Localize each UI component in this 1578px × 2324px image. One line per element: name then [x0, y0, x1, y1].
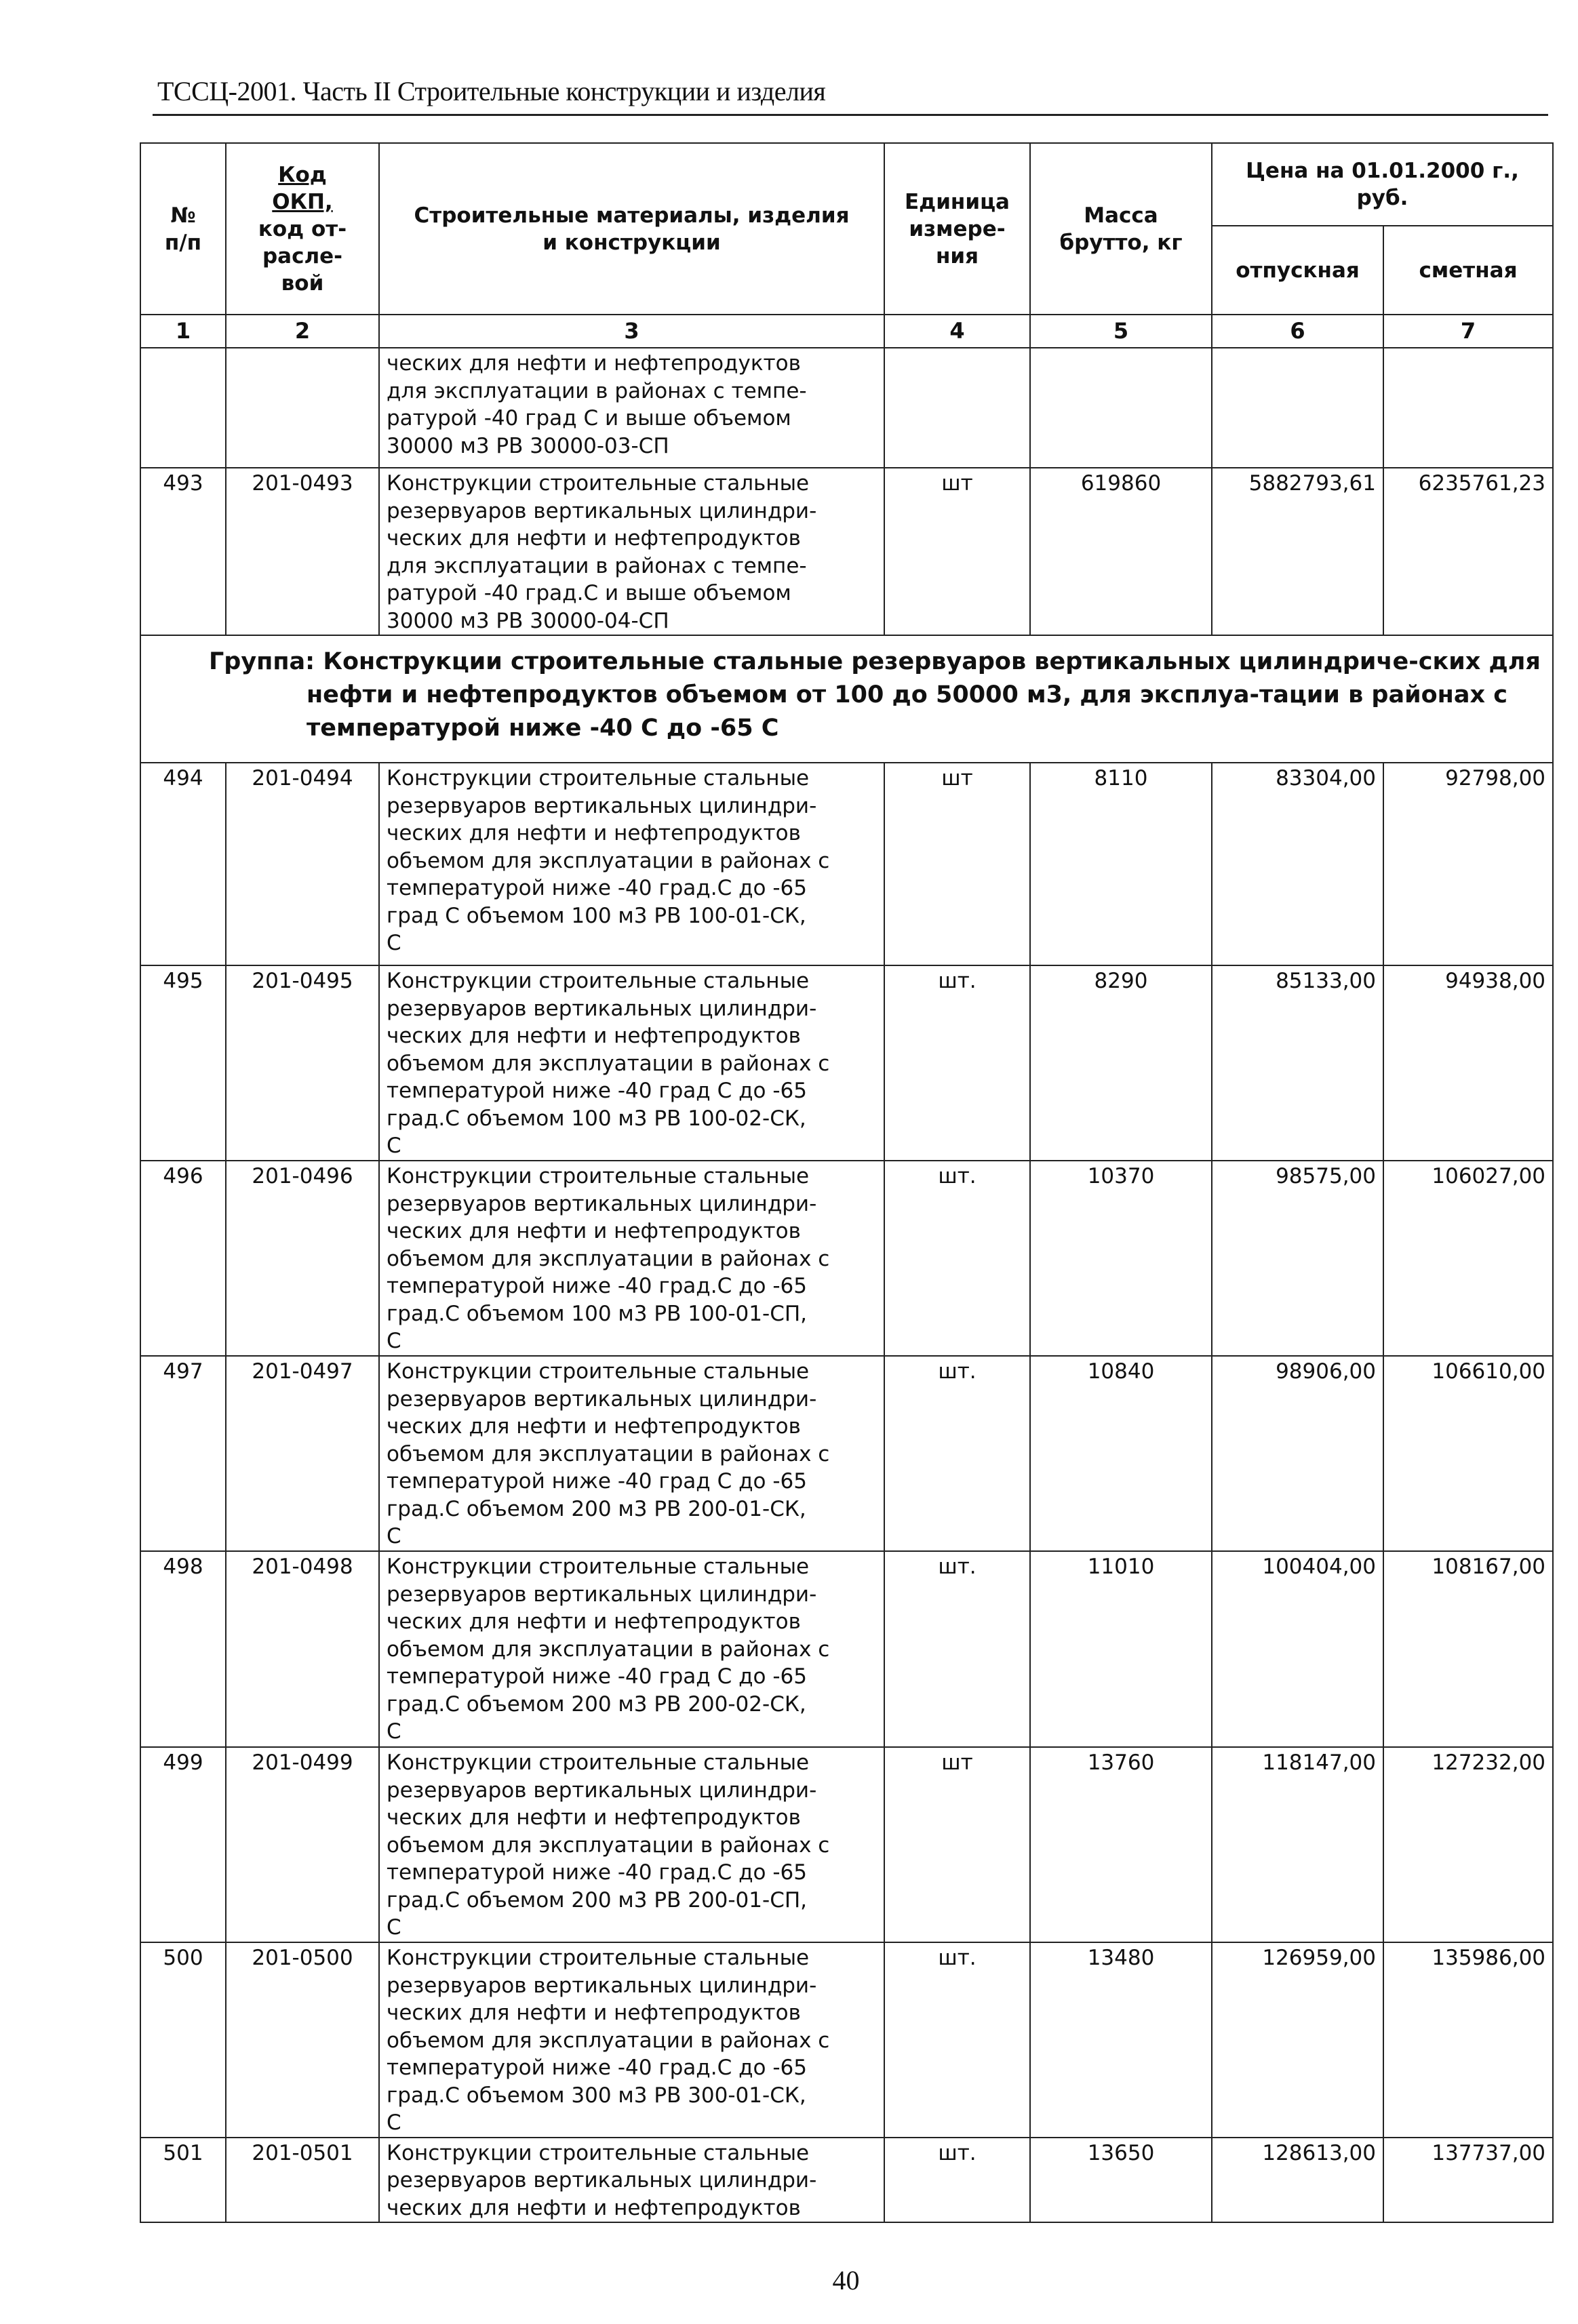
- row-number: 500: [140, 1942, 226, 2138]
- row-price-estimate: 106610,00: [1383, 1356, 1553, 1551]
- row-number: 494: [140, 763, 226, 965]
- header-price-release: отпускная: [1212, 226, 1383, 315]
- column-number: 2: [226, 315, 379, 348]
- row-mass: 13760: [1030, 1747, 1212, 1942]
- row-number: 498: [140, 1551, 226, 1747]
- header-code-rest: код от- расле- вой: [258, 216, 347, 296]
- row-number: 496: [140, 1161, 226, 1356]
- row-description: Конструкции строительные стальные резервуаров вертикальных цилиндри- ческих для нефти и нефтепродуктов объемом для эксплуатации в районах с температурой ниже -40 град.С до -65 град С объемом 100 м3 РВ 100-01-СК, С: [379, 763, 884, 965]
- row-unit: шт.: [884, 965, 1030, 1161]
- header-rule: [153, 114, 1548, 116]
- header-code-line1: Код: [278, 162, 327, 187]
- header-mass: Масса брутто, кг: [1030, 143, 1212, 315]
- column-number: 3: [379, 315, 884, 348]
- column-number-row: [140, 315, 1553, 348]
- row-unit: шт.: [884, 1161, 1030, 1356]
- row-mass: 13480: [1030, 1942, 1212, 2138]
- group-heading-cell: [140, 635, 1553, 763]
- row-description: Конструкции строительные стальные резервуаров вертикальных цилиндри- ческих для нефти и нефтепродуктов объемом для эксплуатации в районах с температурой ниже -40 град.С до -65 град.С объемом 300 м3 РВ 300-01-СК, С: [379, 1942, 884, 2138]
- row-price-estimate: 92798,00: [1383, 763, 1553, 965]
- table-row: [140, 1747, 1553, 1942]
- row-price-estimate: 106027,00: [1383, 1161, 1553, 1356]
- row-number: 495: [140, 965, 226, 1161]
- row-unit: шт.: [884, 1942, 1030, 2138]
- row-code: 201-0500: [226, 1942, 379, 2138]
- row-mass: 619860: [1030, 468, 1212, 635]
- row-unit: шт: [884, 763, 1030, 965]
- row-description: Конструкции строительные стальные резервуаров вертикальных цилиндри- ческих для нефти и нефтепродуктов объемом для эксплуатации в районах с температурой ниже -40 град С до -65 град.С объемом 200 м3 РВ 200-02-СК, С: [379, 1551, 884, 1747]
- row-price-release: 5882793,61: [1212, 468, 1383, 635]
- row-unit: шт.: [884, 2138, 1030, 2223]
- table-row: [140, 348, 1553, 468]
- running-header: ТССЦ-2001. Часть II Строительные конструкции и изделия: [157, 76, 826, 106]
- column-number: 7: [1383, 315, 1553, 348]
- table-row: [140, 965, 1553, 1161]
- table-row: [140, 1551, 1553, 1747]
- row-code: 201-0497: [226, 1356, 379, 1551]
- row-description: Конструкции строительные стальные резервуаров вертикальных цилиндри- ческих для нефти и нефтепродуктов объемом для эксплуатации в районах с температурой ниже -40 град С до -65 град.С объемом 200 м3 РВ 200-01-СК, С: [379, 1356, 884, 1551]
- column-number: 1: [140, 315, 226, 348]
- row-number: [140, 348, 226, 468]
- row-description: Конструкции строительные стальные резервуаров вертикальных цилиндри- ческих для нефти и нефтепродуктов объемом для эксплуатации в районах с температурой ниже -40 град.С до -65 град.С объемом 200 м3 РВ 200-01-СП, С: [379, 1747, 884, 1942]
- row-description: Конструкции строительные стальные резервуаров вертикальных цилиндри- ческих для нефти и нефтепродуктов: [379, 2138, 884, 2223]
- row-number: 501: [140, 2138, 226, 2223]
- row-description: Конструкции строительные стальные резервуаров вертикальных цилиндри- ческих для нефти и нефтепродуктов для эксплуатации в районах с темпе- ратурой -40 град.С и выше объемом 30000 м3 РВ 30000-04-СП: [379, 468, 884, 635]
- row-unit: шт.: [884, 1356, 1030, 1551]
- row-unit: шт.: [884, 1551, 1030, 1747]
- header-num: № п/п: [140, 143, 226, 315]
- table-row: [140, 1942, 1553, 2138]
- row-price-estimate: 94938,00: [1383, 965, 1553, 1161]
- row-price-estimate: 6235761,23: [1383, 468, 1553, 635]
- row-code: 201-0501: [226, 2138, 379, 2223]
- page-content: [140, 142, 1552, 2296]
- row-description: ческих для нефти и нефтепродуктов для эксплуатации в районах с темпе- ратурой -40 град С и выше объемом 30000 м3 РВ 30000-03-СП: [379, 348, 884, 468]
- table-row: [140, 468, 1553, 635]
- column-number: 4: [884, 315, 1030, 348]
- row-number: 497: [140, 1356, 226, 1551]
- row-price-estimate: 135986,00: [1383, 1942, 1553, 2138]
- header-price-estimate: сметная: [1383, 226, 1553, 315]
- header-code-line2: ОКП,: [272, 189, 333, 214]
- table-row: [140, 1161, 1553, 1356]
- row-code: 201-0499: [226, 1747, 379, 1942]
- row-code: 201-0496: [226, 1161, 379, 1356]
- row-unit: [884, 348, 1030, 468]
- group-heading-row: [140, 635, 1553, 763]
- row-mass: 11010: [1030, 1551, 1212, 1747]
- row-unit: шт: [884, 1747, 1030, 1942]
- row-code: 201-0493: [226, 468, 379, 635]
- table-row: [140, 2138, 1553, 2223]
- header-code: [226, 143, 379, 315]
- row-number: 493: [140, 468, 226, 635]
- header-name: Строительные материалы, изделия и конструкции: [379, 143, 884, 315]
- column-number: 6: [1212, 315, 1383, 348]
- row-price-estimate: 127232,00: [1383, 1747, 1553, 1942]
- row-price-estimate: 108167,00: [1383, 1551, 1553, 1747]
- header-unit: Единица измере- ния: [884, 143, 1030, 315]
- group-heading: Группа: Конструкции строительные стальные резервуаров вертикальных цилиндриче-ских для нефти и нефтепродуктов объемом от 100 до 50000 м3, для эксплуа-тации в районах с температурой ниже -40 С до -65 С: [209, 648, 1541, 742]
- row-price-release: 118147,00: [1212, 1747, 1383, 1942]
- row-price-release: 98906,00: [1212, 1356, 1383, 1551]
- row-price-release: 98575,00: [1212, 1161, 1383, 1356]
- price-table: [140, 142, 1554, 2223]
- column-number: 5: [1030, 315, 1212, 348]
- row-number: 499: [140, 1747, 226, 1942]
- row-price-release: 128613,00: [1212, 2138, 1383, 2223]
- row-price-estimate: [1383, 348, 1553, 468]
- row-code: 201-0494: [226, 763, 379, 965]
- row-price-release: 126959,00: [1212, 1942, 1383, 2138]
- row-mass: 13650: [1030, 2138, 1212, 2223]
- header-price: Цена на 01.01.2000 г., руб.: [1212, 143, 1553, 226]
- row-mass: 8110: [1030, 763, 1212, 965]
- row-description: Конструкции строительные стальные резервуаров вертикальных цилиндри- ческих для нефти и нефтепродуктов объемом для эксплуатации в районах с температурой ниже -40 град.С до -65 град.С объемом 100 м3 РВ 100-01-СП, С: [379, 1161, 884, 1356]
- row-mass: [1030, 348, 1212, 468]
- page-number: 40: [832, 2265, 860, 2296]
- table-row: [140, 1356, 1553, 1551]
- row-description: Конструкции строительные стальные резервуаров вертикальных цилиндри- ческих для нефти и нефтепродуктов объемом для эксплуатации в районах с температурой ниже -40 град С до -65 град.С объемом 100 м3 РВ 100-02-СК, С: [379, 965, 884, 1161]
- row-mass: 10840: [1030, 1356, 1212, 1551]
- row-code: [226, 348, 379, 468]
- row-price-release: 83304,00: [1212, 763, 1383, 965]
- table-row: [140, 763, 1553, 965]
- row-price-release: 85133,00: [1212, 965, 1383, 1161]
- row-unit: шт: [884, 468, 1030, 635]
- row-code: 201-0495: [226, 965, 379, 1161]
- row-price-estimate: 137737,00: [1383, 2138, 1553, 2223]
- row-mass: 8290: [1030, 965, 1212, 1161]
- row-mass: 10370: [1030, 1161, 1212, 1356]
- row-price-release: [1212, 348, 1383, 468]
- row-code: 201-0498: [226, 1551, 379, 1747]
- row-price-release: 100404,00: [1212, 1551, 1383, 1747]
